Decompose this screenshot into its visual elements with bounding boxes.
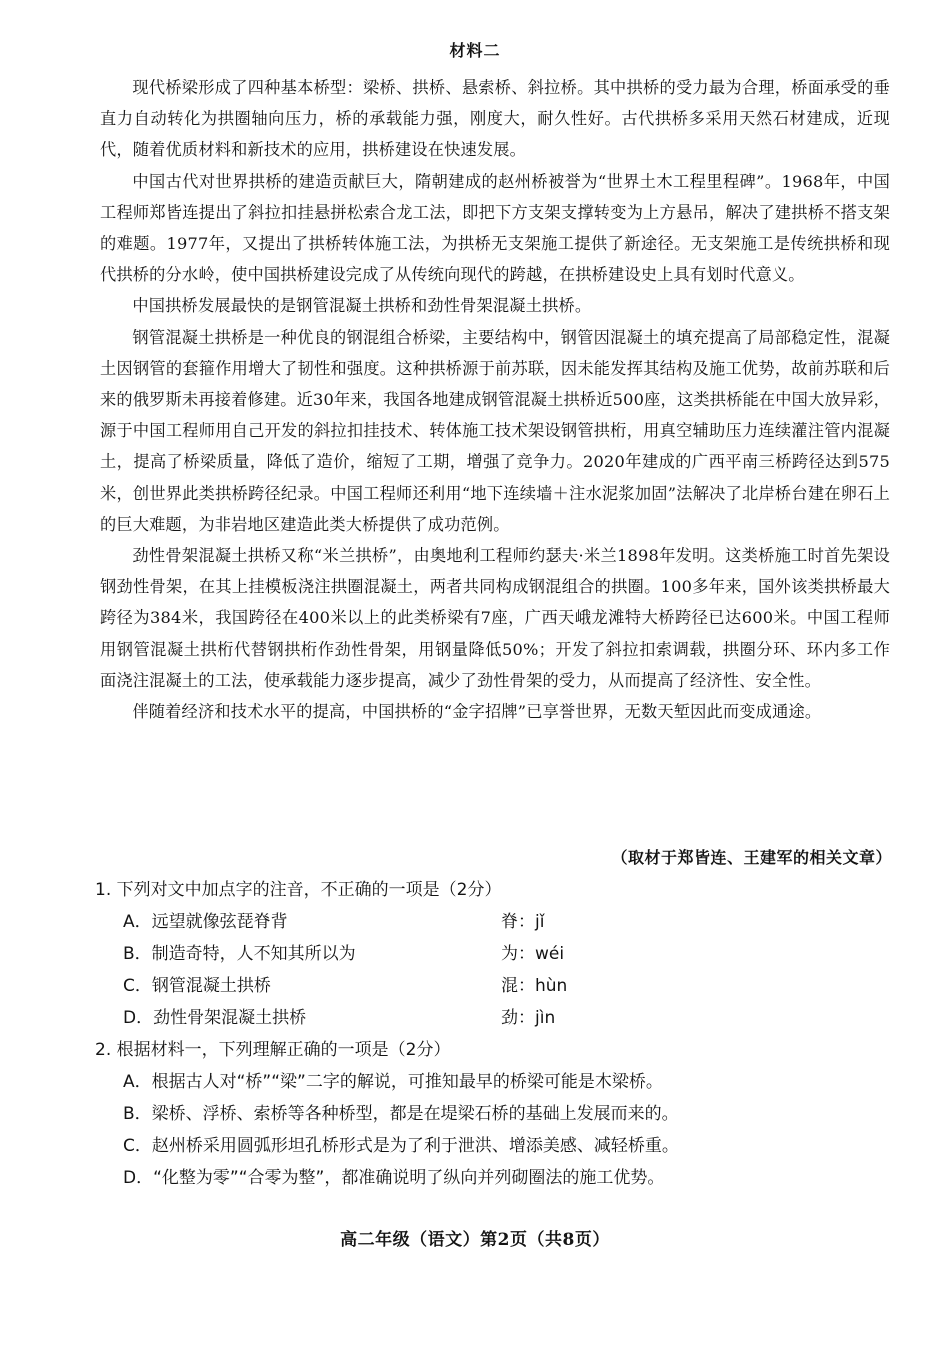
option-pinyin: 混：hùn (501, 976, 568, 996)
article-paragraph: 钢管混凝土拱桥是一种优良的钢混组合桥梁，主要结构中，钢管因混凝土的填充提高了局部稳定性，混凝土因钢管的套箍作用增大了韧性和强度。这种拱桥源于前苏联，因未能发挥其结构及施工优势，故前苏联和后来的俄罗斯未再接着修建。近30年来，我国各地建成钢管混凝土拱桥近500座，这类拱桥能在中国大放异彩，源于中国工程师用自己开发的斜拉扣挂技术、转体施工技术架设钢管拱桁，用真空辅助压力连续灌注管内混凝土，提高了桥梁质量，降低了造价，缩短了工期，增强了竞争力。2020年建成的广西平南三桥跨径达到575米，创世界此类拱桥跨径纪录。中国工程师还利用“地下连续墙＋注水泥浆加固”法解决了北岸桥台建在卵石上的巨大难题，为非岩地区建造此类大桥提供了成功范例。 (100, 327, 890, 534)
question-1-stem: 1. 下列对文中加点字的注音，不正确的一项是（2分） (95, 880, 502, 900)
option-pinyin: 脊：jǐ (501, 912, 545, 932)
option-text: B．制造奇特，人不知其所以为 (123, 944, 356, 964)
option-text: C．赵州桥采用圆弧形坦孔桥形式是为了利于泄洪、增添美感、减轻桥重。 (123, 1136, 679, 1156)
option-text: D．“化整为零”“合零为整”，都准确说明了纵向并列砌圈法的施工优势。 (123, 1168, 665, 1188)
option-pinyin: 劲：jìn (501, 1008, 556, 1028)
article-paragraph: 劲性骨架混凝土拱桥又称“米兰拱桥”，由奥地利工程师约瑟夫·米兰1898年发明。这类桥施工时首先架设钢劲性骨架，在其上挂模板浇注拱圈混凝土，两者共同构成钢混组合的拱圈。100多年来，国外该类拱桥最大跨径为384米，我国跨径在400米以上的此类桥梁有7座，广西天峨龙滩特大桥跨径已达600米。中国工程师用钢管混凝土拱桁代替钢拱桁作劲性骨架，用钢量降低50%；开发了斜拉扣索调载，拱圈分环、环内多工作面浇注混凝土的工法，使承载能力逐步提高，减少了劲性骨架的受力，从而提高了经济性、安全性。 (100, 546, 890, 690)
option-text: A．远望就像弦琵脊背 (123, 912, 288, 932)
option-text: A．根据古人对“桥”“梁”二字的解说，可推知最早的桥梁可能是木梁桥。 (123, 1072, 663, 1092)
option-pinyin: 为：wéi (501, 944, 565, 964)
article-paragraph: 现代桥梁形成了四种基本桥型：梁桥、拱桥、悬索桥、斜拉桥。其中拱桥的受力最为合理，桥面承受的垂直力自动转化为拱圈轴向压力，桥的承载能力强，刚度大，耐久性好。古代拱桥多采用天然石材建成，近现代，随着优质材料和新技术的应用，拱桥建设在快速发展。 (100, 78, 890, 160)
option-text: D．劲性骨架混凝土拱桥 (123, 1008, 307, 1028)
question-2-option-c (95, 1130, 895, 1162)
question-2-option-a (95, 1066, 895, 1098)
question-2-option-d (95, 1162, 895, 1194)
article-body (100, 72, 890, 727)
article-paragraph: 中国拱桥发展最快的是钢管混凝土拱桥和劲性骨架混凝土拱桥。 (132, 296, 592, 316)
question-1-option-a (95, 906, 895, 938)
option-text: C．钢管混凝土拱桥 (123, 976, 271, 996)
article-paragraph: 中国古代对世界拱桥的建造贡献巨大，隋朝建成的赵州桥被誉为“世界土木工程里程碑”。1968年，中国工程师郑皆连提出了斜拉扣挂悬拼松索合龙工法，即把下方支架支撑转变为上方悬吊，解决了建拱桥不搭支架的难题。1977年，又提出了拱桥转体施工法，为拱桥无支架施工提供了新途径。无支架施工是传统拱桥和现代拱桥的分水岭，使中国拱桥建设完成了从传统向现代的跨越，在拱桥建设史上具有划时代意义。 (100, 171, 890, 285)
question-2-stem: 2. 根据材料一，下列理解正确的一项是（2分） (95, 1040, 451, 1060)
section-title: 材料二 (449, 41, 501, 60)
option-text: B．梁桥、浮桥、索桥等各种桥型，都是在堤梁石桥的基础上发展而来的。 (123, 1104, 679, 1124)
question-list (95, 874, 895, 1194)
question-1-option-d (95, 1002, 895, 1034)
question-2-option-b (95, 1098, 895, 1130)
source-citation: （取材于郑皆连、王建军的相关文章） (611, 848, 892, 867)
page-footer: 高二年级（语文）第2页（共8页） (340, 1230, 610, 1250)
article-paragraph: 伴随着经济和技术水平的提高，中国拱桥的“金字招牌”已享誉世界，无数天堑因此而变成通途。 (132, 702, 822, 722)
question-1-option-c (95, 970, 895, 1002)
question-1-option-b (95, 938, 895, 970)
